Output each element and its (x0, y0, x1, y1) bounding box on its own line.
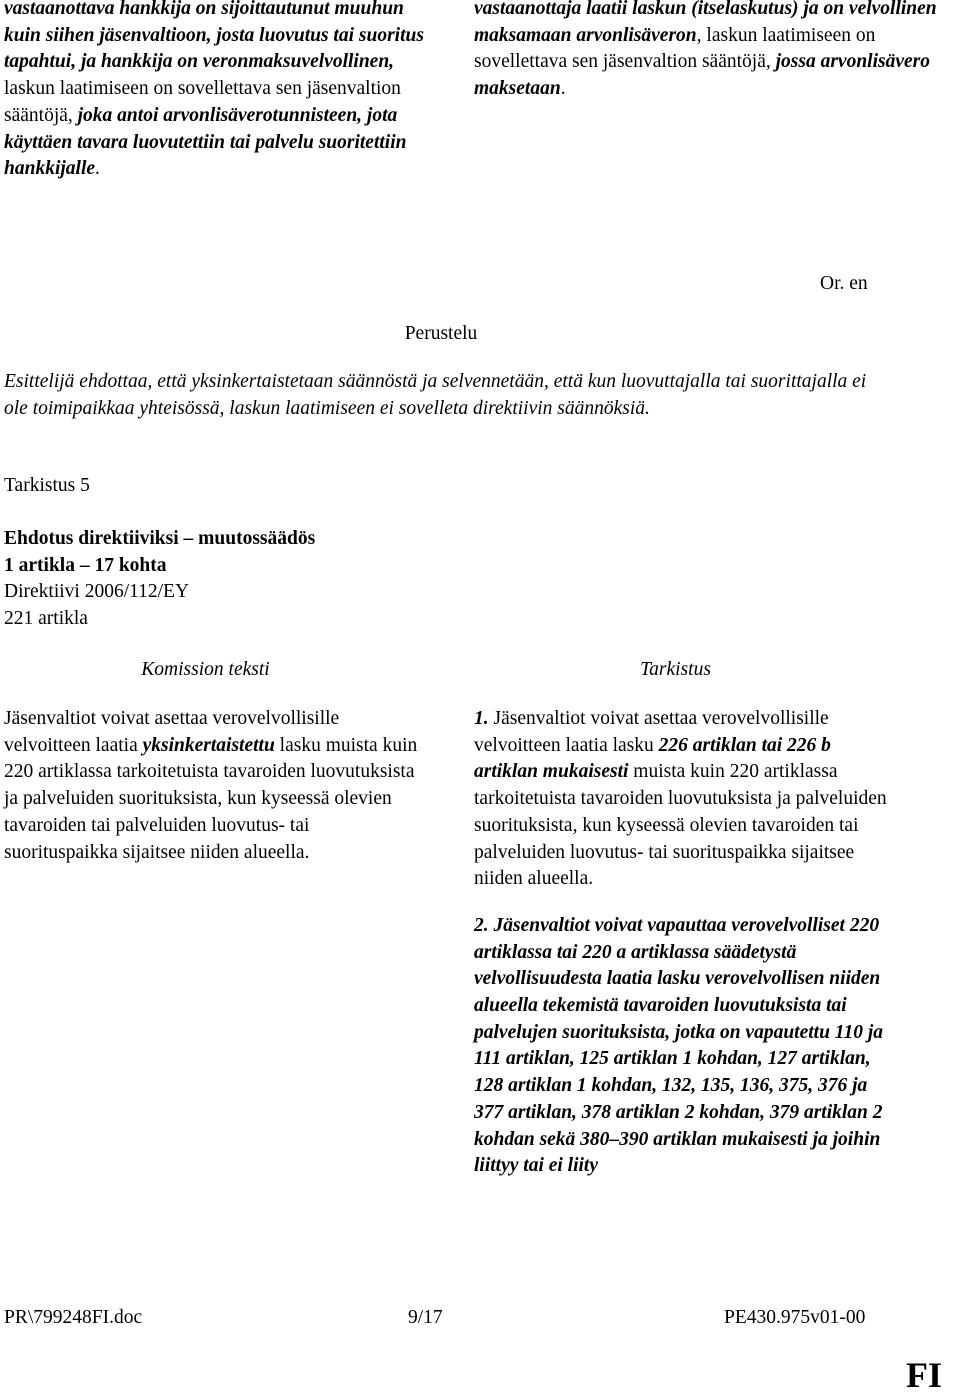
footer-language-code: FI (906, 1355, 942, 1395)
text-run: 2. Jäsenvaltiot voivat vapauttaa verovelvolliset 220 artiklassa tai 220 a artiklassa säädetystä velvollisuudesta laatia lasku verovelvollisen niiden alueella tekemistä tavaroiden luovutuksista tai palvelujen suorituksista, jotka on vapautettu 110 ja 111 artiklan, 125 artiklan 1 kohdan, 127 artiklan, 128 artiklan 1 kohdan, 132, 135, 136, 375, 376 ja 377 artiklan, 378 artiklan 2 kohdan, 379 artiklan 2 kohdan sekä 380–390 artiklan mukaisesti ja joihin liittyy tai ei liity (474, 914, 884, 1177)
text-run: , laskun laatimiseen on sovellettava sen jäsenvaltion sääntöjä, (474, 24, 876, 73)
article-reference: 1 artikla – 17 kohta (4, 554, 167, 576)
footer-reference: PE430.975v01-00 (724, 1307, 866, 1328)
text-run: . (95, 158, 100, 180)
justification-heading: Perustelu (404, 323, 478, 344)
amendment-column-header: Tarkistus (640, 659, 711, 680)
text-run: vastaanottaja laatii laskun (itselaskutus) ja on velvollinen maksamaan arvonlisäveron (474, 0, 937, 46)
commission-text-header: Komission teksti (141, 659, 270, 680)
top-left-paragraph (4, 0, 444, 183)
text-run: joka antoi arvonlisäverotunnisteen, jota käyttäen tavara luovutettiin tai palvelu suoritettiin hankkijalle (4, 104, 407, 180)
text-run: jossa arvonlisävero maksetaan (474, 51, 931, 100)
text-run: lasku muista kuin 220 artiklassa tarkoitetuista tavaroiden luovutuksista ja palveluiden suorituksista, kun kyseessä olevien tavaroiden tai palveluiden luovutus- tai suorituspaikka sijaitsee niiden alueella. (4, 734, 418, 863)
amendment-paragraph-2 (474, 913, 894, 1180)
text-run: . (560, 78, 566, 100)
top-right-text (474, 0, 954, 103)
text-run: laskun laatimiseen on sovellettava sen jäsenvaltion sääntöjä, (4, 78, 401, 126)
original-language: Or. en (820, 273, 868, 294)
text-run: Jäsenvaltiot voivat asettaa verovelvollisille velvoitteen laatia lasku (474, 708, 829, 756)
text-run: 1. (474, 708, 489, 729)
commission-text (4, 706, 424, 866)
text-run: 226 artiklan tai 226 b artiklan mukaisesti (474, 734, 831, 783)
text-run: muista kuin 220 artiklassa tarkoitetuista tavaroiden luovutuksista ja palveluiden suorituksista, kun kyseessä olevien tavaroiden tai palveluiden luovutus- tai suorituspaikka sijaitsee niiden alueella. (474, 761, 887, 890)
top-right-paragraph (474, 0, 954, 103)
footer-document-id: PR\799248FI.doc (4, 1307, 143, 1328)
justification-text: Esittelijä ehdottaa, että yksinkertaistetaan säännöstä ja selvennetään, että kun luovuttajalla tai suorittajalla ei ole toimipaikkaa yhteisössä, laskun laatimiseen ei sovelleta direktiivin säännöksiä. (4, 371, 867, 419)
amendment-title: Tarkistus 5 (4, 475, 90, 496)
text-run: vastaanottava hankkija on sijoittautunut muuhun kuin siihen jäsenvaltioon, josta luovutus tai suoritus tapahtui, ja hankkija on veronmaksuvelvollinen, (4, 0, 424, 73)
amendment-paragraph-1 (474, 706, 894, 893)
commission-text-paragraph (4, 706, 424, 866)
text-run: yksinkertaistettu (142, 734, 275, 756)
top-left-text (4, 0, 444, 183)
footer-page-number: 9/17 (408, 1307, 443, 1328)
amendment-text (474, 706, 894, 1180)
amendment-meta (4, 526, 704, 633)
proposal-title: Ehdotus direktiiviksi – muutossäädös (4, 528, 316, 549)
text-run: Jäsenvaltiot voivat asettaa verovelvollisille velvoitteen laatia (4, 708, 340, 756)
directive-article: 221 artikla (4, 608, 88, 630)
directive-reference: Direktiivi 2006/112/EY (4, 581, 190, 603)
